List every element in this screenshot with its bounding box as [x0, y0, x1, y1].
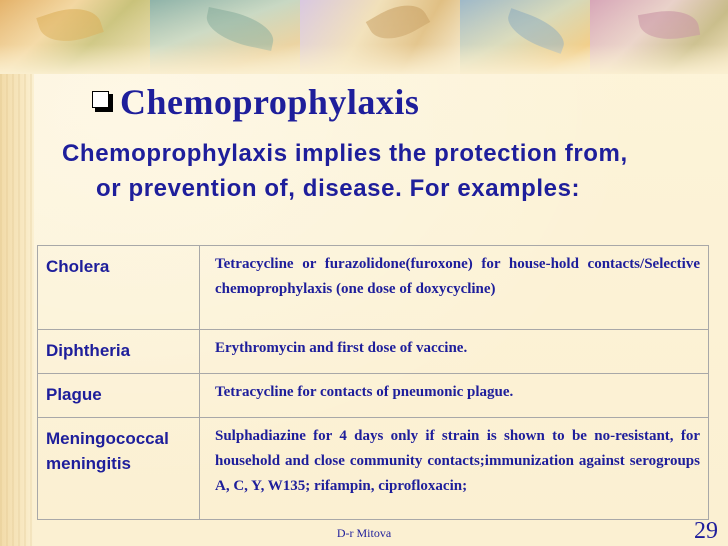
table-row [38, 330, 709, 374]
disease-cell: Plague [38, 374, 200, 418]
treatment-cell: Erythromycin and first dose of vaccine. [200, 330, 709, 374]
table-row [38, 246, 709, 330]
treatment-cell: Sulphadiazine for 4 days only if strain is shown to be no-resistant, for household and close community contacts;immunization against serogroups A, C, Y, W135; rifampin, ciprofloxacin; [200, 418, 709, 520]
subtitle-line-1: Chemoprophylaxis implies the protection from, [62, 140, 628, 167]
slide-title: Chemoprophylaxis [120, 82, 420, 122]
square-bullet-icon [92, 91, 114, 113]
top-decorative-banner [0, 0, 728, 74]
footer-author: D-r Mitova [336, 526, 392, 540]
disease-cell: Meningococcal meningitis [38, 418, 200, 520]
disease-cell: Cholera [38, 246, 200, 330]
disease-cell: Diphtheria [38, 330, 200, 374]
treatment-cell: Tetracycline or furazolidone(furoxone) for house-hold contacts/Selective chemoprophylaxis (one dose of doxycycline) [200, 246, 709, 330]
banner-fade [0, 0, 728, 74]
treatment-cell: Tetracycline for contacts of pneumonic plague. [200, 374, 709, 418]
slide-subtitle [62, 136, 722, 206]
table-row [38, 418, 709, 520]
table-row [38, 374, 709, 418]
title-row [92, 80, 419, 124]
subtitle-line-2: or prevention of, disease. For examples: [96, 175, 581, 202]
left-decorative-strip [0, 0, 34, 546]
page-number: 29 [694, 518, 718, 544]
chemoprophylaxis-table [37, 245, 709, 520]
